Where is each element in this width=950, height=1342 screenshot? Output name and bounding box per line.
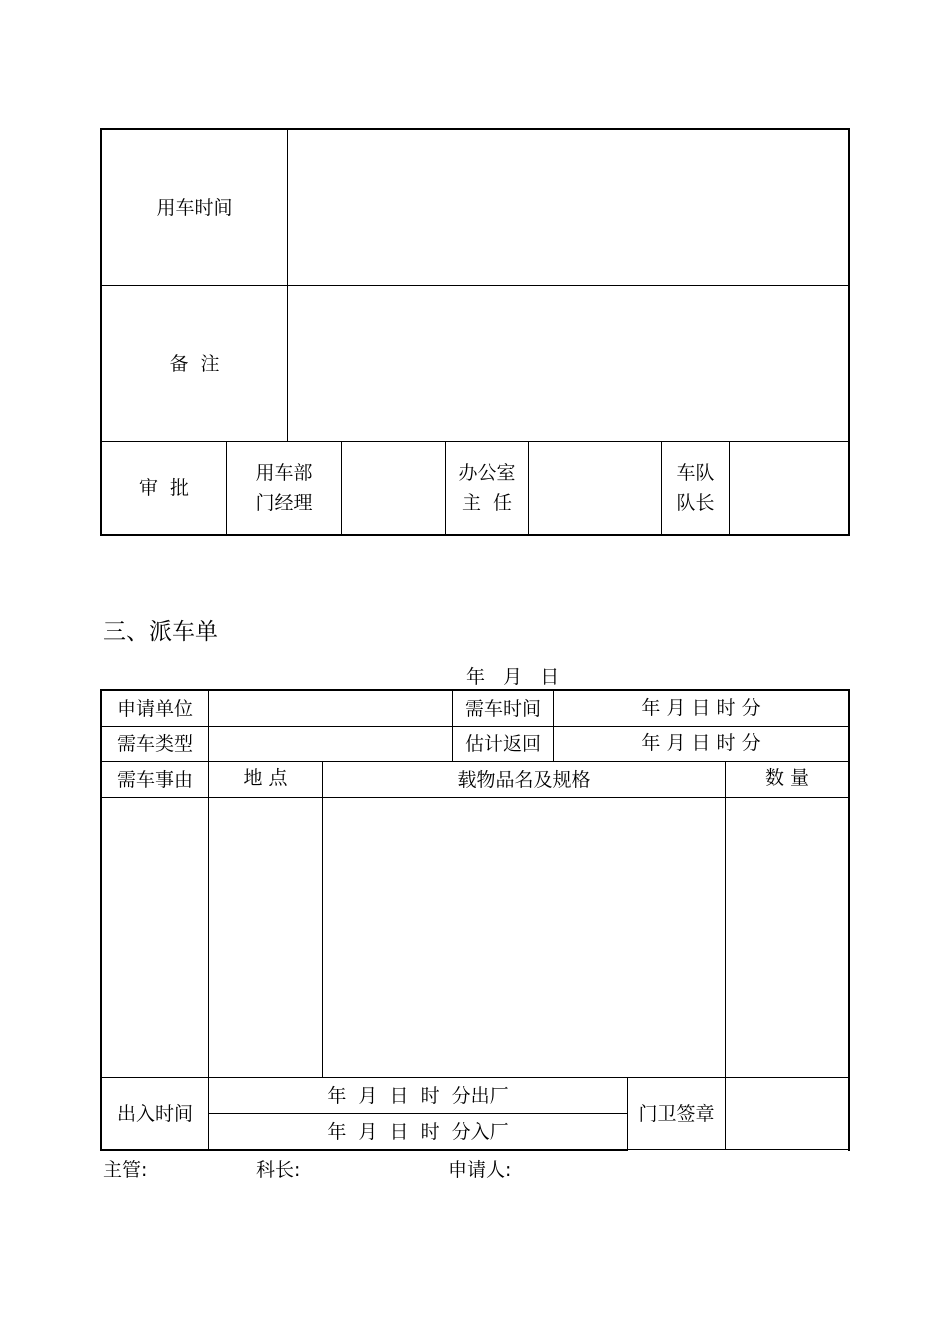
date-line: 年 月 日	[466, 666, 560, 688]
vehicle-type-field[interactable]	[209, 727, 452, 761]
section-title: 三、派车单	[103, 619, 218, 645]
usage-time-label	[102, 130, 287, 285]
cargo-label	[323, 762, 725, 797]
fleet-captain-label-line2: 队长	[676, 492, 715, 514]
dept-manager-label	[227, 442, 341, 534]
guard-sign-field[interactable]	[726, 1078, 848, 1149]
applicant-unit-field[interactable]	[209, 691, 452, 726]
est-return-label	[453, 727, 553, 761]
office-director-label-line1: 办公室	[458, 462, 516, 484]
cargo-field[interactable]	[323, 798, 725, 1077]
quantity-label	[726, 760, 848, 795]
dept-manager-label-line1: 用车部	[255, 462, 313, 484]
est-return-value: 年 月 日 时 分	[641, 732, 761, 754]
applicant-label: 申请人:	[448, 1159, 512, 1181]
vehicle-type-label	[102, 727, 208, 761]
usage-time-label-text: 用车时间	[156, 196, 233, 219]
approval-label-text: 审 批	[138, 477, 190, 499]
quantity-field[interactable]	[726, 798, 848, 1077]
office-director-label	[446, 442, 528, 534]
est-return-label-text: 估计返回	[464, 733, 541, 755]
est-return-field[interactable]	[554, 725, 848, 761]
out-time-field[interactable]	[209, 1078, 627, 1113]
guard-sign-label	[628, 1078, 725, 1150]
need-time-label-text: 需车时间	[464, 697, 541, 720]
reason-field[interactable]	[102, 798, 208, 1077]
location-field[interactable]	[209, 798, 322, 1077]
dept-manager-sign-field[interactable]	[342, 442, 445, 534]
location-label	[209, 760, 322, 795]
reason-label-text: 需车事由	[116, 768, 193, 791]
office-director-sign-field[interactable]	[529, 442, 661, 534]
need-time-value: 年 月 日 时 分	[641, 696, 761, 719]
quantity-label-text: 数 量	[764, 766, 810, 789]
in-out-time-label-text: 出入时间	[116, 1103, 193, 1125]
office-director-label-line2: 主 任	[461, 492, 513, 514]
remarks-label-text: 备 注	[169, 352, 220, 375]
out-time-value: 年 月 日 时 分出厂	[327, 1084, 509, 1107]
vehicle-type-label-text: 需车类型	[116, 733, 193, 755]
applicant-unit-label	[102, 691, 208, 726]
reason-label	[102, 762, 208, 797]
approval-label	[102, 442, 226, 534]
supervisor-label: 主管:	[103, 1159, 148, 1181]
need-time-field[interactable]	[554, 689, 848, 726]
in-time-field[interactable]	[209, 1114, 627, 1149]
in-out-time-label	[102, 1078, 208, 1150]
cargo-label-text: 载物品名及规格	[457, 768, 591, 791]
remarks-label	[102, 286, 287, 441]
section-chief-label: 科长:	[256, 1159, 301, 1181]
remarks-field[interactable]	[289, 286, 847, 441]
guard-sign-label-text: 门卫签章	[638, 1103, 715, 1125]
fleet-captain-sign-field[interactable]	[730, 442, 848, 534]
need-time-label	[453, 691, 553, 726]
fleet-captain-label-line1: 车队	[676, 462, 715, 484]
applicant-unit-label-text: 申请单位	[116, 697, 193, 720]
fleet-captain-label	[662, 442, 729, 534]
location-label-text: 地 点	[243, 766, 288, 789]
in-time-value: 年 月 日 时 分入厂	[327, 1120, 509, 1143]
usage-time-field[interactable]	[289, 130, 847, 285]
dept-manager-label-line2: 门经理	[255, 492, 313, 514]
